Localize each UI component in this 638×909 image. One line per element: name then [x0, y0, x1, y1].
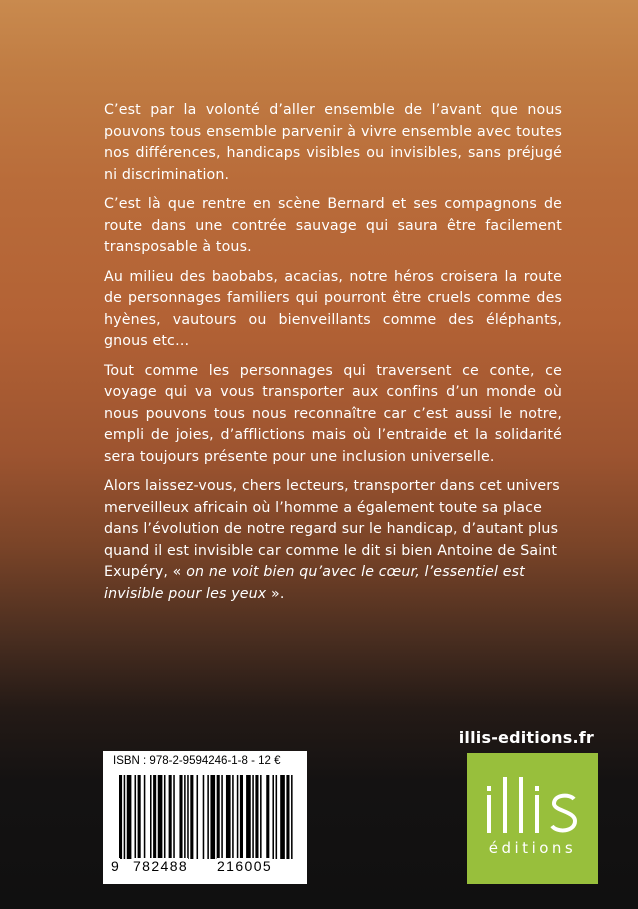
paragraph-5-intro: Alors laissez-vous, chers lecteurs, transporter dans cet univers merveilleux africain où l’homme a également toute sa place dans l’évolution de notre regard sur le handicap, d’autant plus quand il est invisible car comme le dit si bien Antoine de Saint Exupéry, « — [104, 478, 560, 580]
barcode-digits-right: 216005 — [217, 858, 273, 874]
paragraph-3: Au milieu des baobabs, acacias, notre héros croisera la route de personnages familiers qui pourront être cruels comme des hyènes, vautours ou bienveillants comme des éléphants, gnous etc… — [104, 268, 562, 349]
paragraph-2: C’est là que rentre en scène Bernard et ses compagnons de route dans une contrée sauvage qui saura être facilement transposable à tous. — [104, 196, 562, 255]
paragraph-1: C’est par la volonté d’aller ensemble de l’avant que nous pouvons tous ensemble parvenir à vivre ensemble avec toutes nos différences, handicaps visibles ou invisibles, sans préjugé ni discrimination. — [104, 102, 562, 183]
illis-wordmark-icon — [467, 753, 598, 884]
illis-editions-logo — [467, 753, 598, 884]
paragraph-5-outro: ». — [266, 585, 285, 602]
back-cover-text — [104, 100, 562, 613]
saint-exupery-quote: on ne voit bien qu’avec le cœur, l’essentiel est invisible pour les yeux — [104, 564, 525, 602]
isbn-label: ISBN : 978-2-9594246-1-8 - 12 € — [113, 755, 281, 767]
paragraph-4: Tout comme les personnages qui traversent ce conte, ce voyage qui va vous transporter aux confins d’un monde où nous pouvons tous nous reconnaître car c’est aussi le notre, empli de joies, d’afflictions mais où l’entraide et la solidarité sera toujours présente pour une inclusion universelle. — [104, 362, 562, 465]
logo-subtitle: éditions — [488, 839, 577, 857]
isbn-barcode — [103, 751, 307, 884]
publisher-website: illis-editions.fr — [458, 728, 594, 747]
barcode-digits-left: 782488 — [133, 858, 189, 874]
barcode-digit-first: 9 — [111, 858, 121, 874]
paragraph-5 — [104, 476, 562, 605]
